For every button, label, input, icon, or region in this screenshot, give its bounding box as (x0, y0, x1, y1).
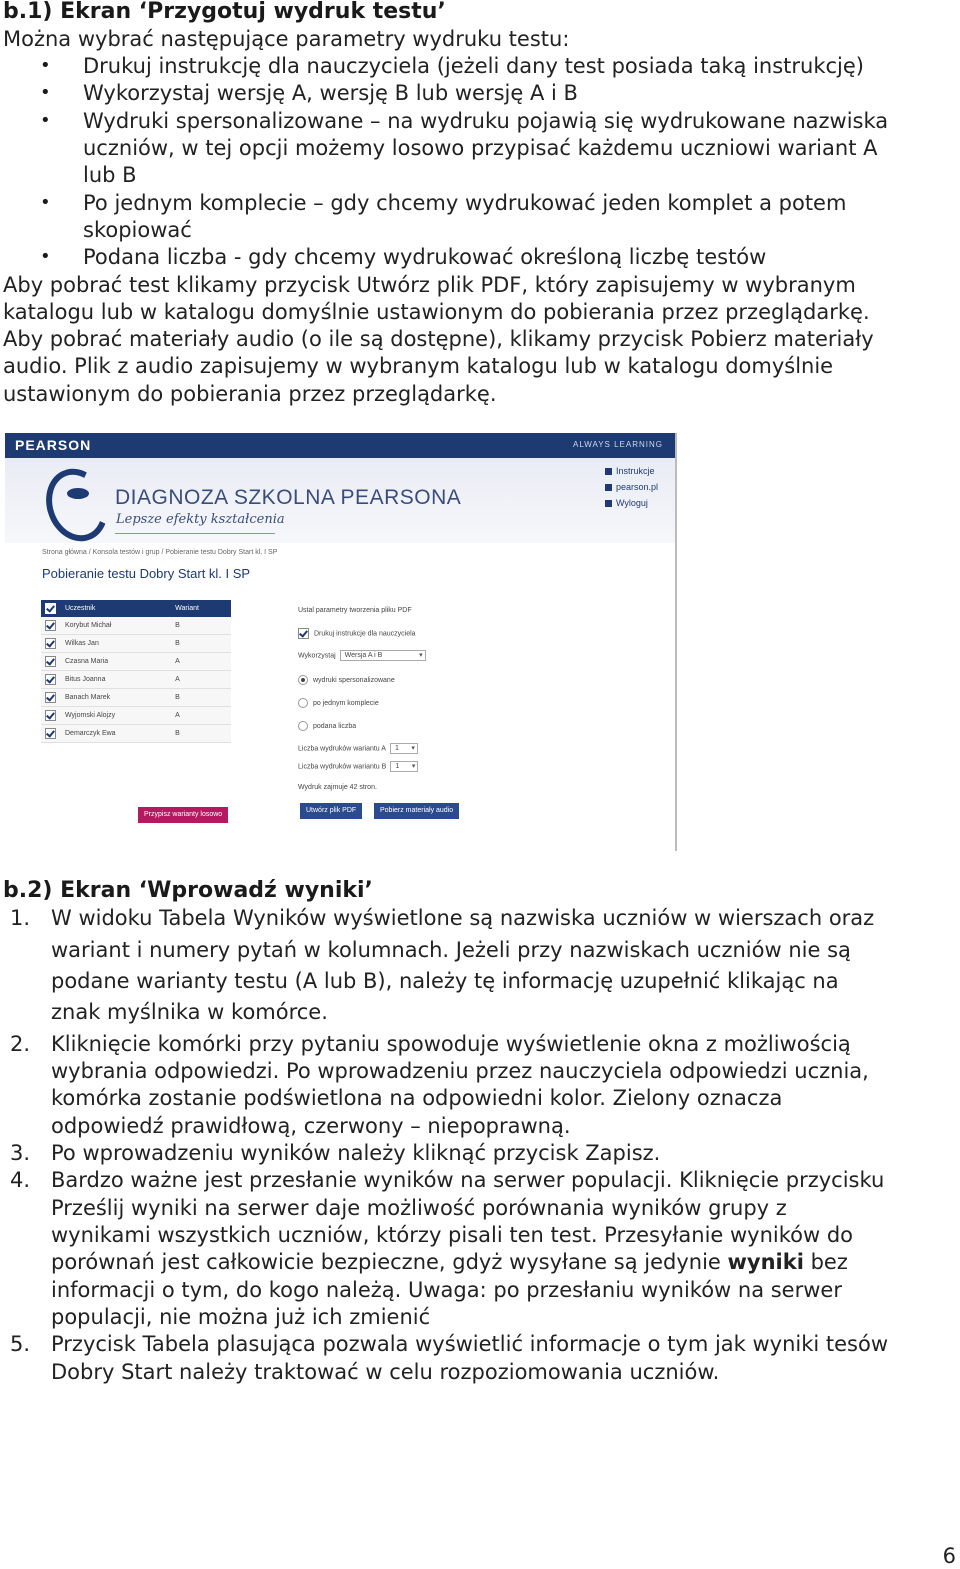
bullet-text: skopiować (83, 218, 192, 242)
link-instrukcje[interactable]: Instrukcje (605, 463, 675, 479)
paragraph-line: katalogu lub w katalogu domyślnie ustawionym do pobierania przez przeglądarkę. (3, 300, 870, 324)
item-number: 5. (10, 1332, 31, 1356)
count-a-select[interactable]: 1 ▾ (390, 743, 418, 754)
item-number: 4. (10, 1168, 31, 1192)
table-row (41, 617, 231, 635)
bullet-text: Wykorzystaj wersję A, wersję B lub wersję A i B (83, 81, 578, 105)
item-text: Bardzo ważne jest przesłanie wyników na serwer populacji. Kliknięcie przycisku (51, 1168, 885, 1192)
item-text: wariant i numery pytań w kolumnach. Jeżeli przy nazwiskach uczniów nie są (51, 938, 851, 962)
row-checkbox[interactable] (45, 674, 56, 685)
download-audio-button[interactable]: Pobierz materiały audio (374, 803, 459, 819)
paragraph-line: Aby pobrać materiały audio (o ile są dostępne), klikamy przycisk Pobierz materiały (3, 327, 874, 351)
random-variant-button[interactable]: Przypisz warianty losowo (138, 807, 228, 823)
personalized-radio[interactable] (298, 675, 308, 685)
item-text: wybrania odpowiedzi. Po wprowadzeniu przez nauczyciela odpowiedzi ucznia, (51, 1059, 869, 1083)
bullet: • (40, 55, 51, 76)
table-header (41, 600, 231, 617)
table-row (41, 725, 231, 743)
bullet-text: Wydruki spersonalizowane – na wydruku pojawią się wydrukowane nazwiska (83, 109, 889, 133)
item-number: 3. (10, 1141, 31, 1165)
tagline: ALWAYS LEARNING (573, 440, 663, 449)
version-select[interactable]: Wersja A i B ▾ (340, 650, 426, 661)
row-checkbox[interactable] (45, 656, 56, 667)
item-text: W widoku Tabela Wyników wyświetlone są nazwiska uczniów w wierszach oraz (51, 906, 875, 930)
bullet: • (40, 110, 51, 131)
row-checkbox[interactable] (45, 638, 56, 649)
top-bar (5, 433, 675, 458)
bullet: • (40, 82, 51, 103)
page-title: Pobieranie testu Dobry Start kl. I SP (42, 566, 251, 581)
page-number: 6 (942, 1544, 956, 1568)
use-version-row: Wykorzystaj Wersja A i B ▾ (298, 650, 426, 661)
eye-logo-icon (67, 488, 89, 499)
item-text: populacji, nie można już ich zmienić (51, 1305, 431, 1329)
one-set-radio[interactable] (298, 698, 308, 708)
header-banner (5, 458, 675, 543)
bullet-text: Drukuj instrukcję dla nauczyciela (jeżeli dany test posiada taką instrukcję) (83, 54, 864, 78)
student-name: Bitus Joanna (61, 671, 171, 689)
item-text: Prześlij wyniki na serwer daje możliwość porównania wyników grupy z (51, 1196, 787, 1220)
table-row (41, 671, 231, 689)
count-b-select[interactable]: 1 ▾ (390, 761, 418, 772)
count-a-row: Liczba wydruków wariantu A 1 ▾ (298, 743, 418, 754)
print-instruction-checkbox[interactable] (298, 628, 309, 639)
students-table (41, 600, 231, 743)
student-variant[interactable]: B (171, 635, 231, 653)
print-instruction-option[interactable]: Drukuj instrukcje dla nauczyciela (298, 628, 416, 639)
one-set-option[interactable]: po jednym komplecie (298, 698, 379, 708)
embedded-screenshot (5, 433, 677, 851)
pearson-logo: PEARSON (15, 437, 92, 453)
item-text: odpowiedź prawidłową, czerwony – niepoprawną. (51, 1114, 571, 1138)
bullet-text: uczniów, w tej opcji możemy losowo przypisać każdemu uczniowi wariant A (83, 136, 878, 160)
count-b-row: Liczba wydruków wariantu B 1 ▾ (298, 761, 418, 772)
col-wariant: Wariant (171, 600, 231, 617)
item-text: podane warianty testu (A lub B), należy tę informację uzupełnić klikając na (51, 969, 839, 993)
home-icon (605, 484, 612, 491)
count-radio[interactable] (298, 721, 308, 731)
col-uczestnik: Uczestnik (61, 600, 171, 617)
divider (115, 533, 275, 534)
link-wyloguj[interactable]: Wyloguj (605, 495, 675, 511)
student-name: Wyjomski Alojzy (61, 707, 171, 725)
item-text: Kliknięcie komórki przy pytaniu spowoduje wyświetlenie okna z możliwością (51, 1032, 851, 1056)
paragraph-line: ustawionym do pobierania przez przeglądarkę. (3, 382, 497, 406)
student-variant[interactable]: A (171, 671, 231, 689)
personalized-option[interactable]: wydruki spersonalizowane (298, 675, 395, 685)
table-row (41, 707, 231, 725)
settings-title: Ustal parametry tworzenia pliku PDF (298, 607, 412, 614)
site-subtitle: Lepsze efekty kształcenia (116, 512, 285, 527)
student-variant[interactable]: A (171, 707, 231, 725)
create-pdf-button[interactable]: Utwórz plik PDF (300, 803, 362, 819)
top-links (605, 463, 675, 511)
site-title: DIAGNOZA SZKOLNA PEARSONA (115, 486, 462, 509)
student-variant[interactable]: A (171, 653, 231, 671)
section-b2-heading: b.2) Ekran ‘Wprowadź wyniki’ (3, 878, 373, 903)
select-all-checkbox[interactable] (45, 603, 56, 614)
row-checkbox[interactable] (45, 620, 56, 631)
item-text: Przycisk Tabela plasująca pozwala wyświetlić informacje o tym jak wyniki tesów (51, 1332, 889, 1356)
bullet: • (40, 246, 51, 267)
count-option[interactable]: podana liczba (298, 721, 356, 731)
logout-icon (605, 500, 612, 507)
bullet-text: lub B (83, 163, 137, 187)
item-number: 1. (10, 906, 31, 930)
pages-note: Wydruk zajmuje 42 stron. (298, 784, 377, 791)
item-text-with-bold: porównań jest całkowicie bezpieczne, gdyż wysyłane są jedynie wyniki bez (51, 1250, 848, 1274)
bullet: • (40, 192, 51, 213)
bold-word: wyniki (727, 1250, 804, 1274)
bullet-text: Po jednym komplecie – gdy chcemy wydrukować jeden komplet a potem (83, 191, 847, 215)
student-name: Korybut Michał (61, 617, 171, 635)
item-text: komórka zostanie podświetlona na odpowiedni kolor. Zielony oznacza (51, 1086, 783, 1110)
paragraph-line: Aby pobrać test klikamy przycisk Utwórz plik PDF, który zapisujemy w wybranym (3, 273, 856, 297)
table-row (41, 635, 231, 653)
link-pearson[interactable]: pearson.pl (605, 479, 675, 495)
item-number: 2. (10, 1032, 31, 1056)
row-checkbox[interactable] (45, 692, 56, 703)
section-b1-heading: b.1) Ekran ‘Przygotuj wydruk testu’ (3, 0, 446, 24)
bullet-text: Podana liczba - gdy chcemy wydrukować określoną liczbę testów (83, 245, 767, 269)
item-text: Po wprowadzeniu wyników należy kliknąć przycisk Zapisz. (51, 1141, 661, 1165)
row-checkbox[interactable] (45, 728, 56, 739)
student-name: Banach Marek (61, 689, 171, 707)
student-name: Wilkas Jan (61, 635, 171, 653)
student-variant[interactable]: B (171, 689, 231, 707)
student-variant[interactable]: B (171, 617, 231, 635)
book-icon (605, 468, 612, 475)
table-row (41, 653, 231, 671)
face-logo-icon (36, 460, 118, 550)
student-name: Czasna Maria (61, 653, 171, 671)
paragraph-line: audio. Plik z audio zapisujemy w wybranym katalogu lub w katalogu domyślnie (3, 354, 834, 378)
item-text: znak myślnika w komórce. (51, 1000, 328, 1024)
item-text: wynikami wszystkich uczniów, którzy pisali ten test. Przesyłanie wyników do (51, 1223, 854, 1247)
intro-line: Można wybrać następujące parametry wydruku testu: (3, 27, 570, 51)
item-text: Dobry Start należy traktować w celu rozpoziomowania uczniów. (51, 1360, 720, 1384)
row-checkbox[interactable] (45, 710, 56, 721)
breadcrumb[interactable]: Strona główna / Konsola testów i grup / Pobieranie testu Dobry Start kl. I SP (42, 549, 278, 556)
item-text: informacji o tym, do kogo należą. Uwaga: po przesłaniu wyników na serwer (51, 1278, 842, 1302)
student-variant[interactable]: B (171, 725, 231, 743)
student-name: Demarczyk Ewa (61, 725, 171, 743)
table-row (41, 689, 231, 707)
